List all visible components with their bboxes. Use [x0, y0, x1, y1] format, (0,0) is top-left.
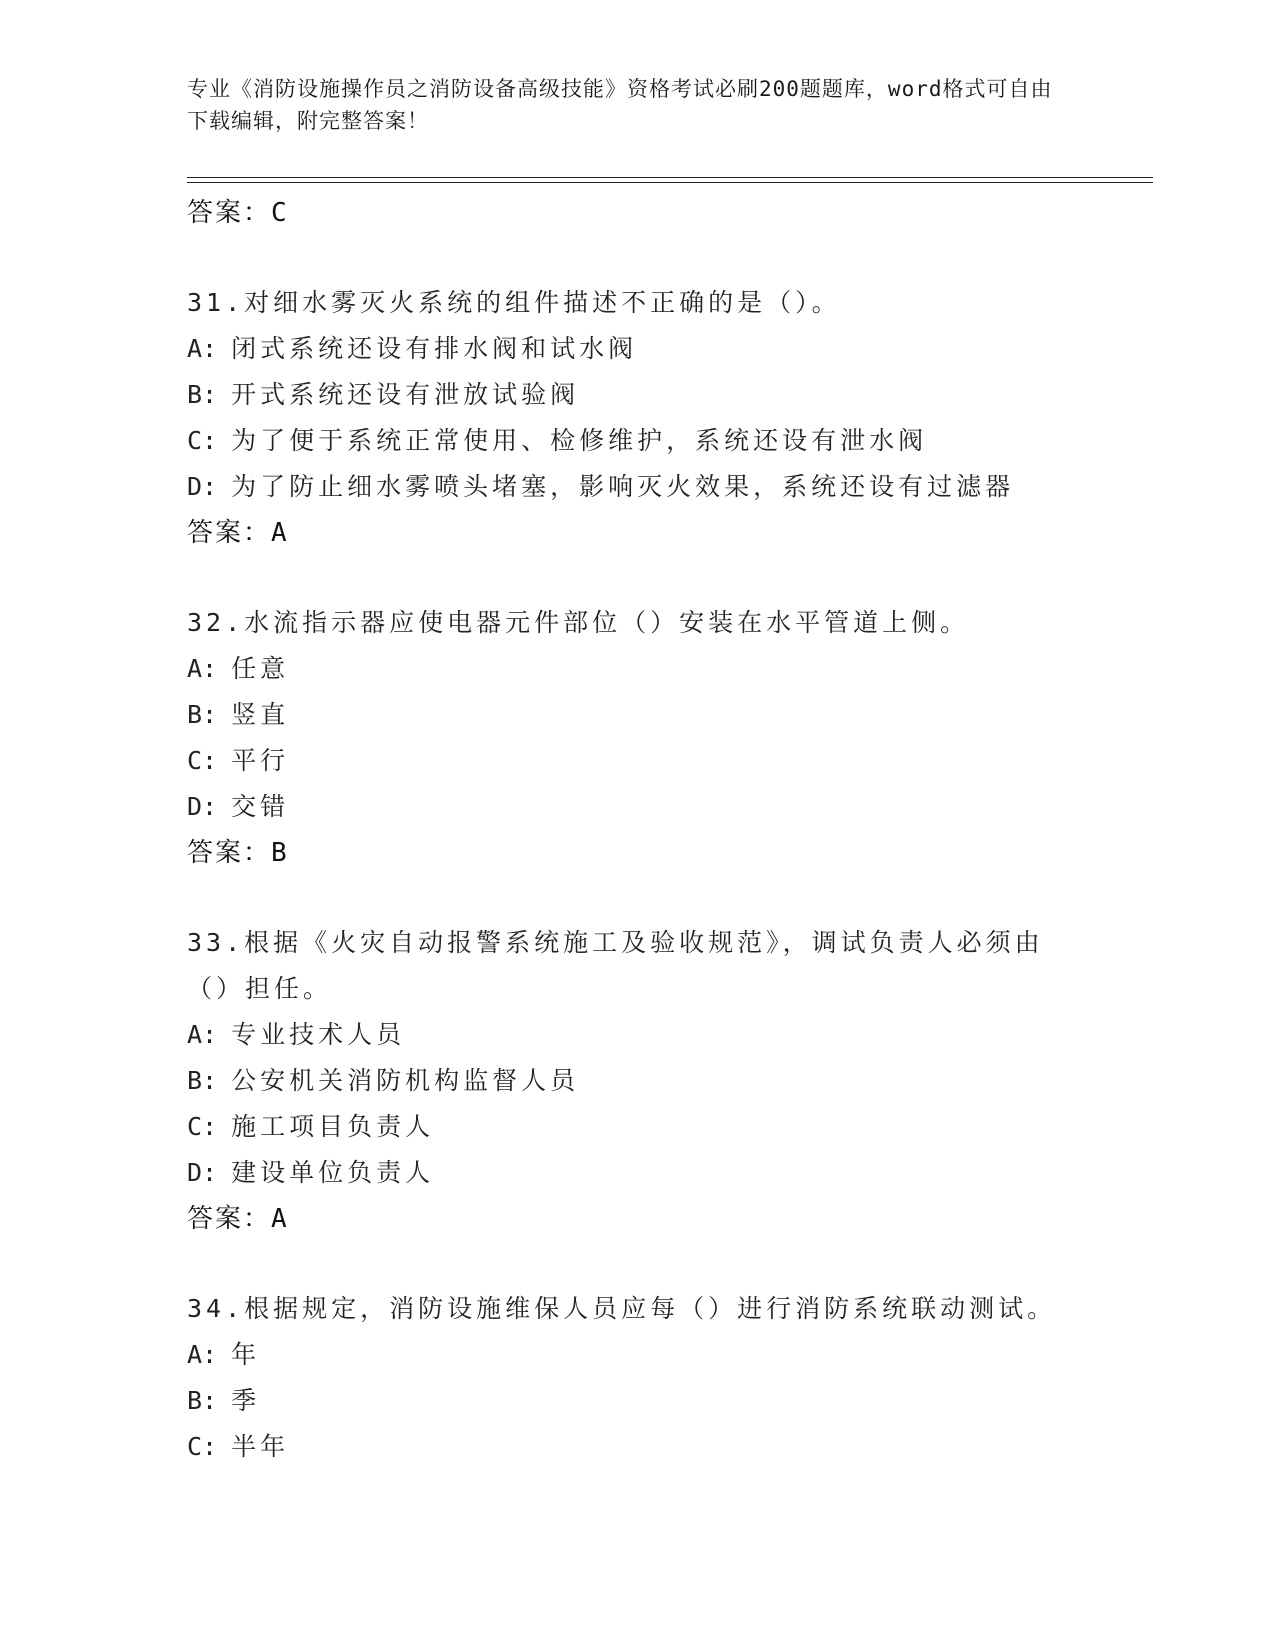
- option-c: [187, 738, 1087, 784]
- option-text: 交错: [231, 792, 290, 821]
- option-c: [187, 1424, 1087, 1470]
- option-d: [187, 1150, 1087, 1196]
- question-stem: 32.水流指示器应使电器元件部位（）安装在水平管道上侧。: [187, 608, 970, 637]
- option-letter: B:: [187, 700, 218, 729]
- question-stem: 31.对细水雾灭火系统的组件描述不正确的是（）。: [187, 288, 841, 317]
- answer-value: A: [271, 1204, 287, 1234]
- option-text: 任意: [231, 654, 290, 683]
- option-text: 为了防止细水雾喷头堵塞，影响灭火效果，系统还设有过滤器: [231, 472, 1015, 501]
- option-c: [187, 418, 1087, 464]
- option-b: [187, 1058, 1087, 1104]
- option-letter: B:: [187, 1066, 218, 1095]
- option-letter: B:: [187, 1386, 218, 1415]
- option-b: [187, 1378, 1087, 1424]
- header-divider-bottom: [187, 182, 1153, 183]
- option-text: 建设单位负责人: [231, 1158, 435, 1187]
- option-text: 公安机关消防机构监督人员: [231, 1066, 580, 1095]
- answer-line: [187, 510, 1087, 556]
- question-stem: 33.根据《火灾自动报警系统施工及验收规范》，调试负责人必须由（）担任。: [187, 928, 1044, 1003]
- answer-label: 答案：: [187, 198, 272, 228]
- option-b: [187, 692, 1087, 738]
- question-list: [187, 190, 1087, 1470]
- option-text: 竖直: [231, 700, 290, 729]
- answer-line: [187, 190, 1087, 236]
- option-text: 平行: [231, 746, 290, 775]
- answer-label: 答案：: [187, 838, 272, 868]
- option-d: [187, 784, 1087, 830]
- answer-value: A: [271, 518, 287, 548]
- option-letter: D:: [187, 792, 218, 821]
- option-text: 季: [231, 1386, 261, 1415]
- option-a: [187, 1332, 1087, 1378]
- option-letter: C:: [187, 426, 218, 455]
- option-letter: C:: [187, 746, 218, 775]
- option-d: [187, 464, 1087, 510]
- option-letter: D:: [187, 472, 218, 501]
- answer-label: 答案：: [187, 518, 272, 548]
- option-letter: B:: [187, 380, 218, 409]
- header-divider-top: [187, 177, 1153, 178]
- option-letter: D:: [187, 1158, 218, 1187]
- option-letter: C:: [187, 1432, 218, 1461]
- option-text: 闭式系统还设有排水阀和试水阀: [231, 334, 638, 363]
- option-a: [187, 646, 1087, 692]
- option-text: 施工项目负责人: [231, 1112, 435, 1141]
- option-text: 专业技术人员: [231, 1020, 406, 1049]
- option-letter: A:: [187, 1340, 218, 1369]
- option-letter: C:: [187, 1112, 218, 1141]
- answer-label: 答案：: [187, 1204, 272, 1234]
- answer-line: [187, 1196, 1087, 1242]
- option-letter: A:: [187, 334, 218, 363]
- option-text: 开式系统还设有泄放试验阀: [231, 380, 580, 409]
- option-b: [187, 372, 1087, 418]
- option-a: [187, 1012, 1087, 1058]
- option-letter: A:: [187, 654, 218, 683]
- answer-value: C: [271, 198, 287, 228]
- option-text: 年: [231, 1340, 261, 1369]
- document-header: 专业《消防设施操作员之消防设备高级技能》资格考试必刷200题题库，word格式可自由下载编辑，附完整答案！: [187, 77, 1053, 133]
- option-a: [187, 326, 1087, 372]
- option-text: 为了便于系统正常使用、检修维护，系统还设有泄水阀: [231, 426, 928, 455]
- option-text: 半年: [231, 1432, 290, 1461]
- option-c: [187, 1104, 1087, 1150]
- answer-value: B: [271, 838, 287, 868]
- answer-line: [187, 830, 1087, 876]
- option-letter: A:: [187, 1020, 218, 1049]
- question-stem: 34.根据规定，消防设施维保人员应每（）进行消防系统联动测试。: [187, 1294, 1057, 1323]
